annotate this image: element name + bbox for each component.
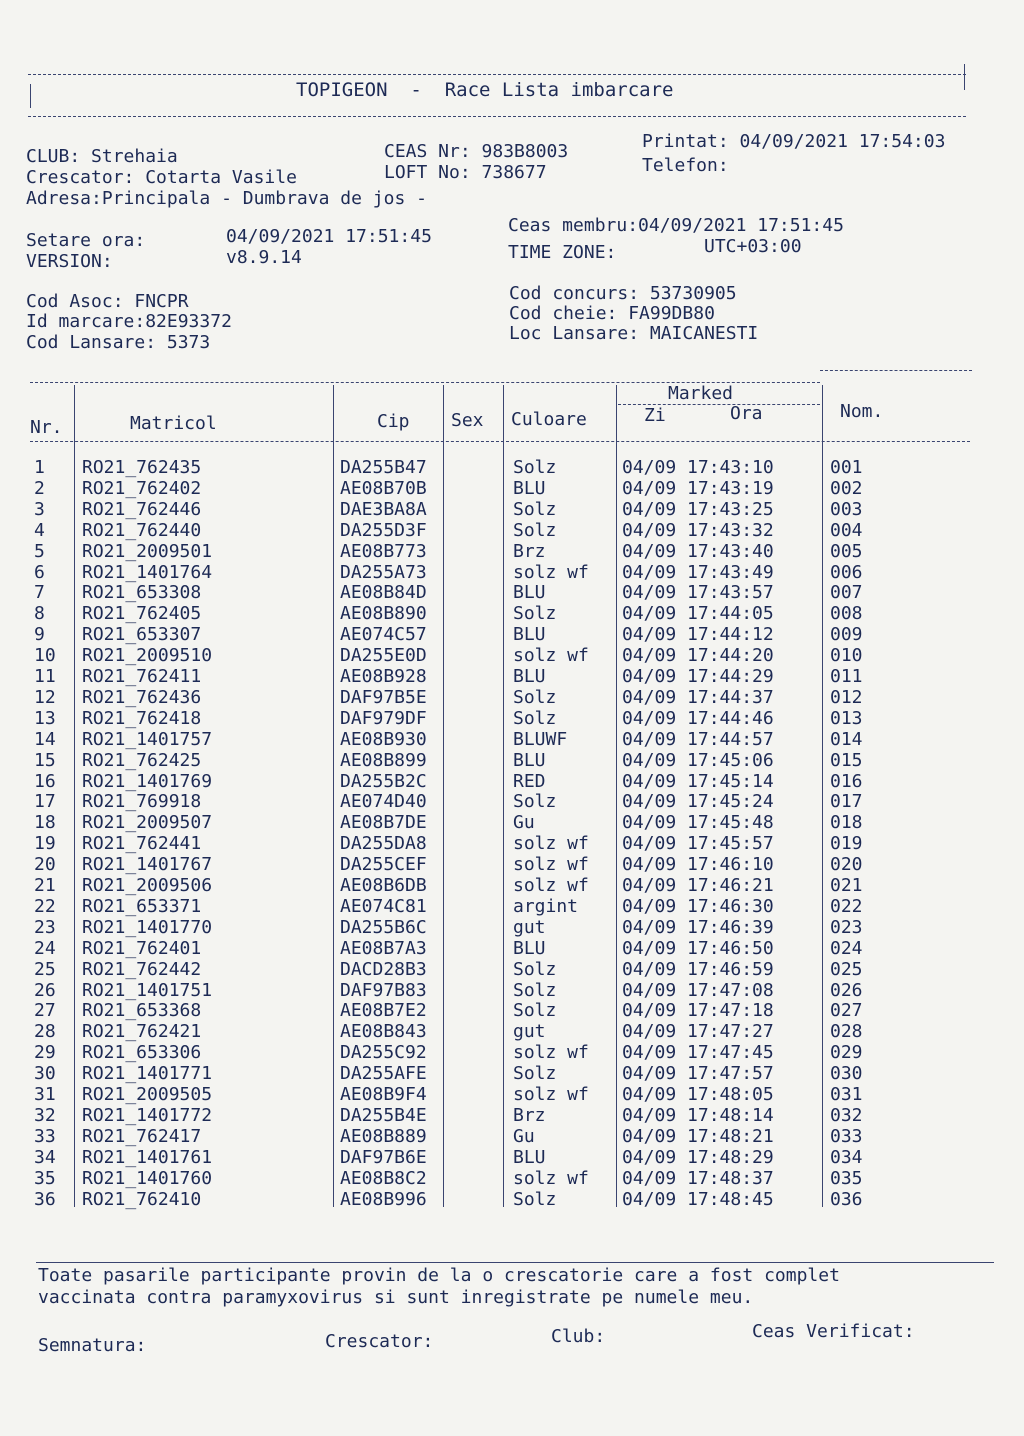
row-marked: 04/09 17:43:19	[622, 478, 774, 499]
row-marked: 04/09 17:44:12	[622, 624, 774, 645]
row-marked: 04/09 17:45:24	[622, 791, 774, 812]
cod-asoc: Cod Asoc: FNCPR	[26, 291, 189, 312]
adresa-info: Adresa:Principala - Dumbrava de jos -	[26, 188, 427, 209]
printat: Printat: 04/09/2021 17:54:03	[642, 131, 946, 152]
row-culoare: Solz	[513, 1189, 557, 1210]
version-value: v8.9.14	[226, 247, 302, 268]
title-box-right	[964, 64, 965, 90]
row-matricol: RO21_762442	[82, 959, 202, 980]
row-marked: 04/09 17:48:29	[622, 1147, 774, 1168]
cod-lansare: Cod Lansare: 5373	[26, 332, 211, 353]
row-marked: 04/09 17:43:40	[622, 541, 774, 562]
row-nr: 8	[34, 603, 45, 624]
row-nom: 026	[830, 980, 863, 1001]
row-matricol: RO21_1401764	[82, 562, 213, 583]
row-nr: 24	[34, 938, 56, 959]
row-marked: 04/09 17:45:57	[622, 833, 774, 854]
row-nom: 030	[830, 1063, 863, 1084]
row-cip: AE08B889	[340, 1126, 427, 1147]
row-marked: 04/09 17:47:08	[622, 980, 774, 1001]
row-marked: 04/09 17:47:45	[622, 1042, 774, 1063]
row-culoare: BLU	[513, 666, 546, 687]
row-nom: 028	[830, 1021, 863, 1042]
table-row	[0, 1148, 1024, 1168]
row-cip: DAF979DF	[340, 708, 427, 729]
row-matricol: RO21_762402	[82, 478, 202, 499]
header-ora: Ora	[730, 403, 763, 424]
row-matricol: RO21_1401771	[82, 1063, 213, 1084]
table-row	[0, 709, 1024, 729]
row-nr: 26	[34, 980, 56, 1001]
row-marked: 04/09 17:44:57	[622, 729, 774, 750]
row-nr: 20	[34, 854, 56, 875]
row-nom: 014	[830, 729, 863, 750]
row-marked: 04/09 17:43:32	[622, 520, 774, 541]
row-matricol: RO21_762410	[82, 1189, 202, 1210]
club-signature-label: Club:	[551, 1326, 606, 1347]
row-nom: 029	[830, 1042, 863, 1063]
row-marked: 04/09 17:44:05	[622, 603, 774, 624]
table-row	[0, 563, 1024, 583]
table-row	[0, 855, 1024, 875]
time-zone-label: TIME ZONE:	[508, 242, 617, 263]
row-nr: 10	[34, 645, 56, 666]
table-row	[0, 521, 1024, 541]
row-cip: DACD28B3	[340, 959, 427, 980]
row-matricol: RO21_653308	[82, 582, 202, 603]
row-nr: 9	[34, 624, 45, 645]
row-nom: 023	[830, 917, 863, 938]
row-nom: 013	[830, 708, 863, 729]
row-nom: 031	[830, 1084, 863, 1105]
row-nom: 010	[830, 645, 863, 666]
crescator-signature-label: Crescator:	[325, 1331, 434, 1352]
row-marked: 04/09 17:48:14	[622, 1105, 774, 1126]
setare-ora-label: Setare ora:	[26, 230, 146, 251]
row-culoare: Brz	[513, 541, 546, 562]
ceas-verificat-label: Ceas Verificat:	[752, 1321, 915, 1342]
row-nom: 003	[830, 499, 863, 520]
row-culoare: BLU	[513, 478, 546, 499]
row-culoare: BLUWF	[513, 729, 568, 750]
loc-lansare: Loc Lansare: MAICANESTI	[509, 323, 759, 344]
row-nom: 006	[830, 562, 863, 583]
row-cip: DA255D3F	[340, 520, 427, 541]
row-marked: 04/09 17:43:57	[622, 582, 774, 603]
row-culoare: solz wf	[513, 875, 589, 896]
row-nr: 21	[34, 875, 56, 896]
row-culoare: solz wf	[513, 562, 589, 583]
row-matricol: RO21_2009506	[82, 875, 213, 896]
row-culoare: Solz	[513, 1063, 557, 1084]
table-row	[0, 981, 1024, 1001]
row-nr: 19	[34, 833, 56, 854]
row-culoare: Gu	[513, 1126, 535, 1147]
row-marked: 04/09 17:45:48	[622, 812, 774, 833]
cod-concurs: Cod concurs: 53730905	[509, 283, 737, 304]
row-marked: 04/09 17:45:06	[622, 750, 774, 771]
ceas-nr: CEAS Nr: 983B8003	[384, 141, 569, 162]
table-row	[0, 1127, 1024, 1147]
row-cip: AE08B930	[340, 729, 427, 750]
row-nom: 025	[830, 959, 863, 980]
row-matricol: RO21_762435	[82, 457, 202, 478]
row-culoare: solz wf	[513, 833, 589, 854]
table-row	[0, 876, 1024, 896]
row-cip: AE074D40	[340, 791, 427, 812]
row-culoare: gut	[513, 917, 546, 938]
table-row	[0, 688, 1024, 708]
row-nom: 007	[830, 582, 863, 603]
row-marked: 04/09 17:43:25	[622, 499, 774, 520]
row-nr: 18	[34, 812, 56, 833]
row-matricol: RO21_762425	[82, 750, 202, 771]
row-nr: 3	[34, 499, 45, 520]
row-matricol: RO21_762411	[82, 666, 202, 687]
table-row	[0, 625, 1024, 645]
row-matricol: RO21_2009501	[82, 541, 213, 562]
row-nr: 4	[34, 520, 45, 541]
row-marked: 04/09 17:46:50	[622, 938, 774, 959]
row-nom: 034	[830, 1147, 863, 1168]
row-nr: 12	[34, 687, 56, 708]
row-nr: 32	[34, 1105, 56, 1126]
row-nr: 28	[34, 1021, 56, 1042]
row-nom: 002	[830, 478, 863, 499]
row-nr: 17	[34, 791, 56, 812]
row-cip: AE074C57	[340, 624, 427, 645]
row-matricol: RO21_653371	[82, 896, 202, 917]
row-culoare: Solz	[513, 603, 557, 624]
row-matricol: RO21_2009507	[82, 812, 213, 833]
title-box-left	[30, 84, 31, 108]
row-matricol: RO21_1401757	[82, 729, 213, 750]
row-matricol: RO21_762421	[82, 1021, 202, 1042]
row-cip: DA255AFE	[340, 1063, 427, 1084]
row-nr: 7	[34, 582, 45, 603]
row-cip: DA255C92	[340, 1042, 427, 1063]
table-row	[0, 813, 1024, 833]
row-nr: 30	[34, 1063, 56, 1084]
row-culoare: Solz	[513, 980, 557, 1001]
row-culoare: Solz	[513, 1000, 557, 1021]
row-marked: 04/09 17:46:10	[622, 854, 774, 875]
row-marked: 04/09 17:46:59	[622, 959, 774, 980]
table-row	[0, 583, 1024, 603]
row-cip: DA255B4E	[340, 1105, 427, 1126]
header-nr: Nr.	[30, 417, 63, 438]
row-nr: 25	[34, 959, 56, 980]
row-nom: 022	[830, 896, 863, 917]
row-cip: DA255B2C	[340, 771, 427, 792]
row-cip: DA255E0D	[340, 645, 427, 666]
row-culoare: Solz	[513, 687, 557, 708]
table-row	[0, 667, 1024, 687]
row-culoare: Solz	[513, 499, 557, 520]
row-nom: 004	[830, 520, 863, 541]
ceas-membru: Ceas membru:04/09/2021 17:51:45	[508, 215, 844, 236]
row-nr: 22	[34, 896, 56, 917]
row-matricol: RO21_762417	[82, 1126, 202, 1147]
header-culoare: Culoare	[511, 409, 587, 430]
row-nom: 001	[830, 457, 863, 478]
row-nr: 5	[34, 541, 45, 562]
row-nom: 016	[830, 771, 863, 792]
row-marked: 04/09 17:45:14	[622, 771, 774, 792]
row-nom: 020	[830, 854, 863, 875]
table-row	[0, 500, 1024, 520]
table-row	[0, 479, 1024, 499]
table-row	[0, 918, 1024, 938]
header-matricol: Matricol	[130, 413, 217, 434]
table-row	[0, 939, 1024, 959]
row-matricol: RO21_1401770	[82, 917, 213, 938]
setare-ora-value: 04/09/2021 17:51:45	[226, 226, 432, 247]
title-box-bottom	[28, 116, 966, 117]
row-nom: 009	[830, 624, 863, 645]
row-culoare: solz wf	[513, 645, 589, 666]
row-nr: 29	[34, 1042, 56, 1063]
table-row	[0, 1022, 1024, 1042]
row-nr: 6	[34, 562, 45, 583]
row-culoare: BLU	[513, 1147, 546, 1168]
row-culoare: BLU	[513, 582, 546, 603]
row-cip: DAF97B5E	[340, 687, 427, 708]
row-nom: 012	[830, 687, 863, 708]
row-marked: 04/09 17:48:37	[622, 1168, 774, 1189]
table-row	[0, 458, 1024, 478]
row-culoare: solz wf	[513, 1168, 589, 1189]
row-culoare: RED	[513, 771, 546, 792]
row-culoare: Solz	[513, 708, 557, 729]
row-marked: 04/09 17:46:39	[622, 917, 774, 938]
row-nom: 017	[830, 791, 863, 812]
row-culoare: Solz	[513, 791, 557, 812]
row-nr: 14	[34, 729, 56, 750]
row-culoare: gut	[513, 1021, 546, 1042]
row-marked: 04/09 17:47:27	[622, 1021, 774, 1042]
row-nr: 35	[34, 1168, 56, 1189]
table-row	[0, 1001, 1024, 1021]
table-row	[0, 1190, 1024, 1210]
row-culoare: Solz	[513, 457, 557, 478]
row-nr: 23	[34, 917, 56, 938]
row-cip: DA255A73	[340, 562, 427, 583]
row-nom: 033	[830, 1126, 863, 1147]
row-cip: DA255B47	[340, 457, 427, 478]
row-nr: 2	[34, 478, 45, 499]
row-matricol: RO21_762436	[82, 687, 202, 708]
row-matricol: RO21_1401772	[82, 1105, 213, 1126]
row-nom: 005	[830, 541, 863, 562]
row-marked: 04/09 17:46:21	[622, 875, 774, 896]
header-marked: Marked	[668, 383, 734, 404]
row-matricol: RO21_2009510	[82, 645, 213, 666]
row-nom: 035	[830, 1168, 863, 1189]
row-nr: 15	[34, 750, 56, 771]
table-row	[0, 604, 1024, 624]
row-cip: DAF97B6E	[340, 1147, 427, 1168]
row-cip: AE08B843	[340, 1021, 427, 1042]
row-matricol: RO21_653307	[82, 624, 202, 645]
row-nom: 024	[830, 938, 863, 959]
row-marked: 04/09 17:43:49	[622, 562, 774, 583]
semnatura-label: Semnatura:	[38, 1335, 147, 1356]
cod-cheie: Cod cheie: FA99DB80	[509, 303, 715, 324]
row-culoare: solz wf	[513, 1084, 589, 1105]
statement-line-1: Toate pasarile participante provin de la o crescatorie care a fost complet	[38, 1265, 840, 1286]
row-marked: 04/09 17:44:37	[622, 687, 774, 708]
table-row	[0, 834, 1024, 854]
row-matricol: RO21_769918	[82, 791, 202, 812]
row-marked: 04/09 17:44:29	[622, 666, 774, 687]
row-culoare: Brz	[513, 1105, 546, 1126]
row-cip: AE08B6DB	[340, 875, 427, 896]
title-box-top	[28, 74, 966, 75]
row-matricol: RO21_762441	[82, 833, 202, 854]
row-culoare: BLU	[513, 750, 546, 771]
row-cip: AE08B899	[340, 750, 427, 771]
row-nom: 021	[830, 875, 863, 896]
crescator-info: Crescator: Cotarta Vasile	[26, 167, 297, 188]
row-cip: AE08B890	[340, 603, 427, 624]
row-matricol: RO21_762405	[82, 603, 202, 624]
loft-no: LOFT No: 738677	[384, 162, 547, 183]
row-marked: 04/09 17:43:10	[622, 457, 774, 478]
row-matricol: RO21_762418	[82, 708, 202, 729]
row-matricol: RO21_762401	[82, 938, 202, 959]
table-row	[0, 1169, 1024, 1189]
row-culoare: BLU	[513, 938, 546, 959]
table-row	[0, 1106, 1024, 1126]
row-cip: AE08B7DE	[340, 812, 427, 833]
row-marked: 04/09 17:47:57	[622, 1063, 774, 1084]
row-marked: 04/09 17:48:05	[622, 1084, 774, 1105]
table-row	[0, 646, 1024, 666]
row-cip: DA255DA8	[340, 833, 427, 854]
row-culoare: solz wf	[513, 854, 589, 875]
row-cip: AE08B7E2	[340, 1000, 427, 1021]
row-cip: DA255B6C	[340, 917, 427, 938]
row-cip: AE08B84D	[340, 582, 427, 603]
row-cip: DAE3BA8A	[340, 499, 427, 520]
row-culoare: BLU	[513, 624, 546, 645]
version-label: VERSION:	[26, 251, 113, 272]
row-cip: AE08B7A3	[340, 938, 427, 959]
row-nom: 027	[830, 1000, 863, 1021]
row-cip: AE08B8C2	[340, 1168, 427, 1189]
header-zi: Zi	[644, 405, 666, 426]
telefon: Telefon:	[642, 155, 729, 176]
row-culoare: solz wf	[513, 1042, 589, 1063]
row-cip: AE08B928	[340, 666, 427, 687]
table-row	[0, 730, 1024, 750]
statement-line-2: vaccinata contra paramyxovirus si sunt inregistrate pe numele meu.	[38, 1287, 754, 1308]
row-nr: 27	[34, 1000, 56, 1021]
club-info: CLUB: Strehaia	[26, 146, 178, 167]
row-nr: 11	[34, 666, 56, 687]
row-marked: 04/09 17:46:30	[622, 896, 774, 917]
row-nr: 36	[34, 1189, 56, 1210]
row-nr: 34	[34, 1147, 56, 1168]
id-marcare: Id marcare:82E93372	[26, 311, 232, 332]
table-row	[0, 751, 1024, 771]
row-matricol: RO21_1401769	[82, 771, 213, 792]
row-matricol: RO21_1401767	[82, 854, 213, 875]
row-cip: AE08B773	[340, 541, 427, 562]
table-row	[0, 897, 1024, 917]
document-title: TOPIGEON - Race Lista imbarcare	[296, 79, 674, 101]
row-nr: 13	[34, 708, 56, 729]
table-row	[0, 1085, 1024, 1105]
row-matricol: RO21_1401760	[82, 1168, 213, 1189]
row-marked: 04/09 17:44:20	[622, 645, 774, 666]
row-matricol: RO21_762440	[82, 520, 202, 541]
table-row	[0, 792, 1024, 812]
row-nom: 015	[830, 750, 863, 771]
header-sex: Sex	[451, 410, 484, 431]
row-cip: AE08B9F4	[340, 1084, 427, 1105]
row-nr: 16	[34, 771, 56, 792]
header-nom: Nom.	[840, 401, 884, 422]
row-nom: 008	[830, 603, 863, 624]
row-cip: DAF97B83	[340, 980, 427, 1001]
table-row	[0, 772, 1024, 792]
time-zone-value: UTC+03:00	[704, 236, 802, 257]
row-matricol: RO21_653306	[82, 1042, 202, 1063]
row-cip: AE08B996	[340, 1189, 427, 1210]
header-cip: Cip	[377, 411, 410, 432]
table-row	[0, 1064, 1024, 1084]
table-row	[0, 1043, 1024, 1063]
row-matricol: RO21_653368	[82, 1000, 202, 1021]
table-row	[0, 960, 1024, 980]
row-marked: 04/09 17:48:45	[622, 1189, 774, 1210]
row-nom: 018	[830, 812, 863, 833]
table-header-rule	[30, 441, 970, 442]
row-cip: AE08B70B	[340, 478, 427, 499]
row-matricol: RO21_1401751	[82, 980, 213, 1001]
row-nr: 31	[34, 1084, 56, 1105]
table-top-rule-right	[820, 370, 972, 371]
row-nom: 011	[830, 666, 863, 687]
row-nom: 019	[830, 833, 863, 854]
row-culoare: Solz	[513, 520, 557, 541]
row-matricol: RO21_762446	[82, 499, 202, 520]
footer-rule	[36, 1262, 994, 1263]
row-nom: 032	[830, 1105, 863, 1126]
table-row	[0, 542, 1024, 562]
row-nom: 036	[830, 1189, 863, 1210]
row-marked: 04/09 17:48:21	[622, 1126, 774, 1147]
row-cip: DA255CEF	[340, 854, 427, 875]
row-marked: 04/09 17:47:18	[622, 1000, 774, 1021]
row-matricol: RO21_1401761	[82, 1147, 213, 1168]
row-matricol: RO21_2009505	[82, 1084, 213, 1105]
row-culoare: argint	[513, 896, 579, 917]
row-marked: 04/09 17:44:46	[622, 708, 774, 729]
row-culoare: Gu	[513, 812, 535, 833]
row-nr: 33	[34, 1126, 56, 1147]
row-nr: 1	[34, 457, 45, 478]
row-culoare: Solz	[513, 959, 557, 980]
row-cip: AE074C81	[340, 896, 427, 917]
